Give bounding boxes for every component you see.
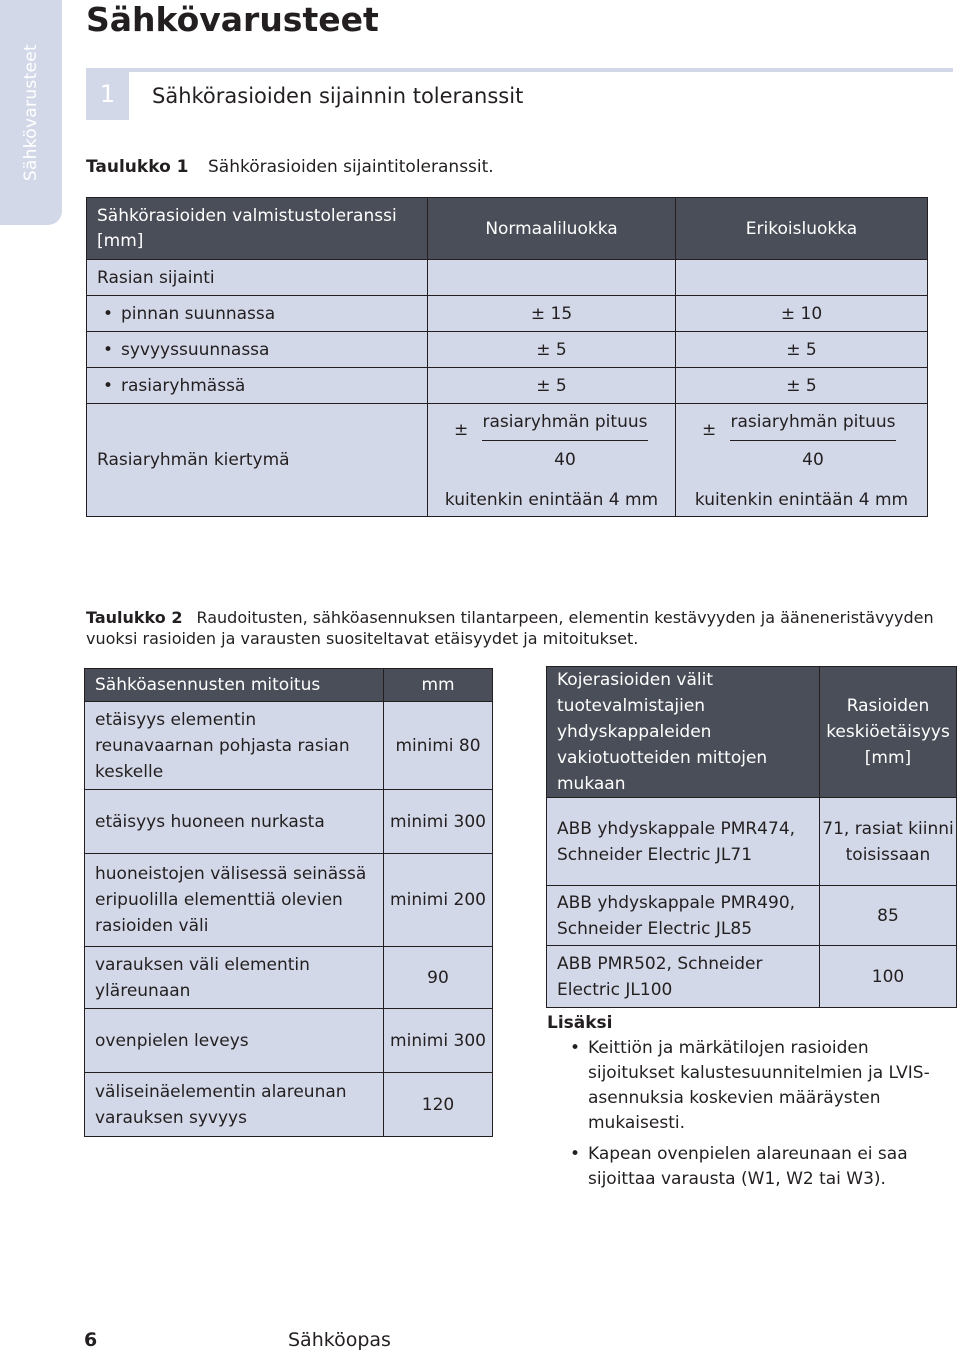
table2-row-label: väliseinäelementin alareunan varauksen syvyys: [85, 1073, 384, 1137]
table2-row-value: minimi 300: [384, 790, 493, 854]
box-spacing-table: [546, 666, 957, 1008]
table1-row-label: • syvyyssuunnassa: [87, 332, 428, 368]
table1-cell-empty: [676, 260, 928, 296]
table1-caption-text: Sähkörasioiden sijaintitoleranssit.: [208, 157, 494, 177]
table2-row-value: 90: [384, 947, 493, 1009]
rotation-note: kuitenkin enintään 4 mm: [444, 490, 659, 510]
footer-title: Sähköopas: [288, 1329, 391, 1351]
table3-row-value: 71, rasiat kiinni toisissaan: [820, 798, 957, 886]
page-number: 6: [84, 1329, 98, 1351]
table1-group-label: Rasian sijainti: [87, 260, 428, 296]
fraction-line: [730, 440, 896, 441]
table2-row-label: varauksen väli elementin yläreunaan: [85, 947, 384, 1009]
side-tab-label-wrap: [0, 0, 62, 225]
table2-row-label: huoneistojen välisessä seinässä eripuolilla elementtiä olevien rasioiden väli: [85, 854, 384, 947]
installation-dimensions-table: [84, 668, 493, 1137]
table2-caption-text: Raudoitusten, sähköasennuksen tilantarpeen, elementin kestävyyden ja ääneneristävyyden vuoksi rasioiden ja varausten suositeltavat etäisyydet ja mitoitukset.: [86, 608, 934, 648]
table3-row-label: ABB PMR502, Schneider Electric JL100: [547, 946, 820, 1008]
table2-row-value: minimi 200: [384, 854, 493, 947]
table2-row-label: etäisyys huoneen nurkasta: [85, 790, 384, 854]
plusminus-sign: ±: [702, 420, 717, 440]
table3-header-label: Kojerasioiden välit tuotevalmistajien yhdyskappaleiden vakiotuotteiden mittojen mukaan: [547, 667, 820, 798]
table2-row-value: minimi 80: [384, 702, 493, 790]
table1-header-special: Erikoisluokka: [676, 198, 928, 260]
table1-row-special: ± 5: [676, 368, 928, 404]
table2-row-value: minimi 300: [384, 1009, 493, 1073]
table2-caption-label: Taulukko 2: [86, 608, 183, 627]
table3-row-label: ABB yhdyskappale PMR474, Schneider Electric JL71: [547, 798, 820, 886]
notes-title: Lisäksi: [547, 1013, 613, 1033]
table1-header-normal: Normaaliluokka: [428, 198, 676, 260]
tolerance-table: [86, 197, 928, 517]
table2-header-label: Sähköasennusten mitoitus: [85, 669, 384, 702]
fraction-line: [482, 440, 648, 441]
fraction-numerator: rasiaryhmän pituus: [730, 412, 896, 432]
table3-row-value: 85: [820, 886, 957, 946]
table2-caption: [86, 607, 956, 649]
table1-rotation-label: Rasiaryhmän kiertymä: [87, 404, 428, 517]
table2-row-label: ovenpielen leveys: [85, 1009, 384, 1073]
table1-rotation-special: [676, 404, 928, 517]
table1-rotation-normal: [428, 404, 676, 517]
table3-row-value: 100: [820, 946, 957, 1008]
rotation-note: kuitenkin enintään 4 mm: [694, 490, 909, 510]
table1-row-normal: ± 5: [428, 332, 676, 368]
table1-header-tolerance: Sähkörasioiden valmistustoleranssi [mm]: [87, 198, 428, 260]
table2-header-mm: mm: [384, 669, 493, 702]
table1-row-label: • pinnan suunnassa: [87, 296, 428, 332]
table1-cell-empty: [428, 260, 676, 296]
table1-row-special: ± 5: [676, 332, 928, 368]
page-title: Sähkövarusteet: [86, 0, 379, 39]
section-title: Sähkörasioiden sijainnin toleranssit: [152, 84, 524, 108]
side-tab-label: Sähkövarusteet: [21, 43, 41, 182]
fraction-denominator: 40: [802, 450, 824, 470]
table2-row-value: 120: [384, 1073, 493, 1137]
table1-row-normal: ± 15: [428, 296, 676, 332]
fraction-denominator: 40: [554, 450, 576, 470]
table1-caption-label: Taulukko 1: [86, 157, 189, 177]
plusminus-sign: ±: [454, 420, 469, 440]
table1-row-label: • rasiaryhmässä: [87, 368, 428, 404]
notes-item: • Kapean ovenpielen alareunaan ei saa sijoittaa varausta (W1, W2 tai W3).: [570, 1142, 955, 1192]
notes-item: • Keittiön ja märkätilojen rasioiden sijoitukset kalustesuunnitelmien ja LVIS-asennuksia koskevien määräysten mukaisesti.: [570, 1036, 955, 1136]
notes-list: [570, 1036, 955, 1198]
table1-row-special: ± 10: [676, 296, 928, 332]
fraction-numerator: rasiaryhmän pituus: [482, 412, 648, 432]
table3-header-spacing: Rasioiden keskiöetäisyys [mm]: [820, 667, 957, 798]
table3-row-label: ABB yhdyskappale PMR490, Schneider Electric JL85: [547, 886, 820, 946]
table2-row-label: etäisyys elementin reunavaarnan pohjasta rasian keskelle: [85, 702, 384, 790]
section-number: 1: [86, 68, 129, 120]
section-rule: [86, 68, 953, 72]
table1-row-normal: ± 5: [428, 368, 676, 404]
